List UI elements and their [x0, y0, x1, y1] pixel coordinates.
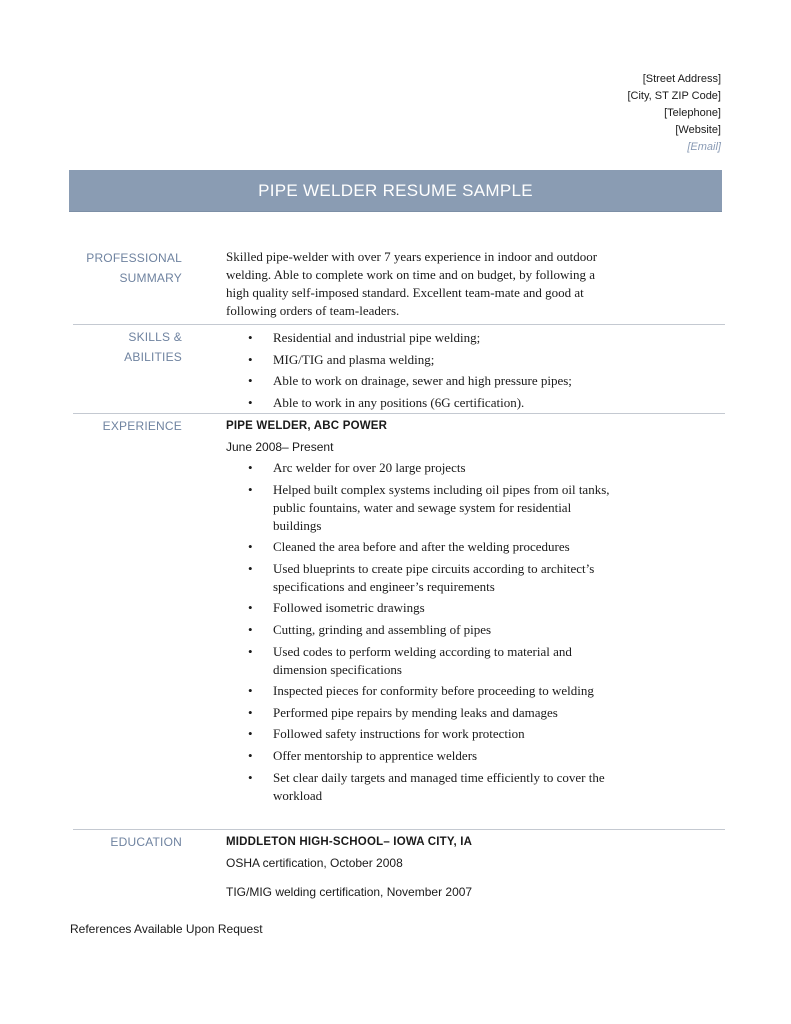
list-item — [226, 682, 706, 700]
section-divider — [73, 829, 725, 830]
summary-text — [226, 248, 696, 320]
skills-label: SKILLS & ABILITIES — [124, 330, 182, 364]
job-date: June 2008– Present — [226, 440, 334, 454]
summary-line: following orders of team-leaders. — [226, 303, 400, 318]
list-item — [226, 481, 706, 535]
summary-label — [73, 248, 182, 288]
email: [Email] — [687, 141, 721, 153]
list-item-line: • Inspected pieces for conformity before proceeding to welding — [273, 683, 594, 699]
list-item-line: • Arc welder for over 20 large projects — [273, 460, 466, 475]
list-item — [226, 560, 706, 596]
website: [Website] — [675, 124, 721, 136]
list-item — [226, 769, 706, 805]
list-item-line: public fountains, water and sewage system for residential — [273, 499, 572, 515]
list-item-line: • Used blueprints to create pipe circuits according to architect’s — [273, 560, 595, 576]
job-title: PIPE WELDER, ABC POWER — [226, 420, 388, 432]
summary-label-line2: SUMMARY — [119, 271, 182, 285]
list-item-line: buildings — [273, 517, 322, 533]
list-item-line: • Offer mentorship to apprentice welders — [273, 747, 478, 763]
education-content — [226, 833, 706, 901]
list-item — [226, 621, 706, 639]
list-item-line: • Used codes to perform welding according to material and — [273, 643, 572, 659]
list-item — [226, 459, 706, 477]
list-item — [226, 747, 706, 765]
experience-list — [226, 459, 706, 805]
summary-line: Skilled pipe-welder with over 7 years experience in indoor and outdoor — [226, 249, 598, 264]
list-item-line: • Followed isometric drawings — [273, 600, 425, 616]
telephone: [Telephone] — [664, 107, 721, 119]
list-item — [226, 725, 706, 743]
list-item-line: workload — [273, 787, 323, 803]
list-item — [226, 599, 706, 617]
section-divider — [73, 324, 725, 325]
list-item: • Able to work on drainage, sewer and high pressure pipes; — [226, 370, 706, 392]
summary-label-line1: PROFESSIONAL — [86, 251, 182, 265]
summary-line: welding. Able to complete work on time and on budget, by following a — [226, 267, 595, 282]
title-banner — [69, 170, 722, 212]
list-item-line: • Helped built complex systems including oil pipes from oil tanks, — [273, 481, 610, 497]
education-label: EDUCATION — [110, 835, 182, 849]
city-state-zip: [City, ST ZIP Code] — [627, 90, 721, 102]
list-item — [226, 538, 706, 556]
summary-line: high quality self-imposed standard. Excellent team-mate and good at — [226, 285, 584, 300]
list-item: • Residential and industrial pipe welding; — [226, 327, 706, 349]
school-name: MIDDLETON HIGH-SCHOOL– IOWA CITY, IA — [226, 836, 473, 848]
skills-list — [226, 327, 706, 413]
list-item-line: • Performed pipe repairs by mending leaks and damages — [273, 704, 558, 720]
list-item-line: • Cutting, grinding and assembling of pipes — [273, 621, 492, 637]
section-divider — [73, 413, 725, 414]
experience-content — [226, 417, 706, 805]
resume-title: PIPE WELDER RESUME SAMPLE — [258, 181, 533, 200]
list-item — [226, 704, 706, 722]
street-address: [Street Address] — [642, 73, 721, 85]
list-item-line: • Set clear daily targets and managed time efficiently to cover the — [273, 769, 605, 785]
experience-label: EXPERIENCE — [102, 419, 182, 433]
list-item: • Able to work in any positions (6G certification). — [226, 392, 706, 414]
list-item-line: • Cleaned the area before and after the welding procedures — [273, 539, 570, 555]
references-note: References Available Upon Request — [70, 922, 263, 936]
list-item-line: • Followed safety instructions for work protection — [273, 726, 525, 742]
list-item: • MIG/TIG and plasma welding; — [226, 349, 706, 371]
contact-block — [627, 71, 721, 156]
list-item — [226, 643, 706, 679]
list-item-line: specifications and engineer’s requirements — [273, 578, 495, 594]
list-item-line: dimension specifications — [273, 661, 402, 677]
education-cert: TIG/MIG welding certification, November 2007 — [226, 885, 473, 899]
education-cert: OSHA certification, October 2008 — [226, 856, 403, 870]
